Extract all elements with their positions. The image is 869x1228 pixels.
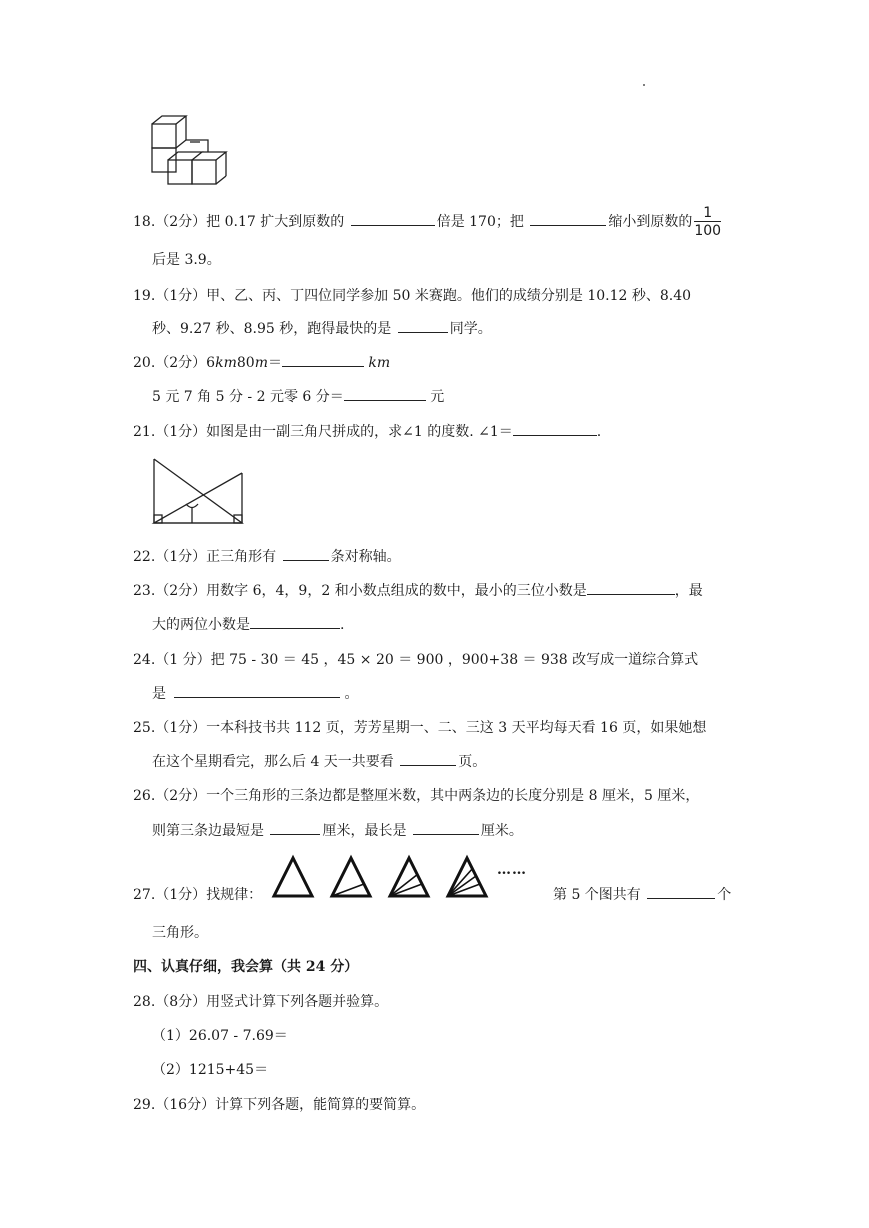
section-heading: 四、认真仔细，我会算（共 24 分）	[133, 959, 359, 975]
q20-text: 20.（2分）6	[133, 355, 216, 371]
q18-continuation: 后是 3.9。	[152, 252, 221, 268]
answer-blank[interactable]	[174, 683, 340, 698]
q27-text: 第 5 个图共有	[553, 887, 641, 903]
unit-km: km	[215, 355, 237, 371]
ellipsis: ……	[497, 862, 527, 878]
q26-text: 则第三条边最短是	[152, 823, 264, 839]
q18-text-2: 倍是 170；把	[436, 214, 524, 230]
q18-text: 18.（2分）把 0.17 扩大到原数的	[133, 214, 345, 230]
stray-dot	[643, 84, 645, 86]
q26-line1: 26.（2分）一个三角形的三条边都是整厘米数，其中两条边的长度分别是 8 厘米，5 厘米，	[133, 788, 700, 804]
answer-blank[interactable]	[530, 211, 606, 226]
q25-text-end: 页。	[458, 754, 487, 770]
q19-text: 秒、9.27 秒、8.95 秒，跑得最快的是	[152, 321, 392, 337]
question-18	[133, 205, 721, 239]
q23-text: 23.（2分）用数字 6，4，9，2 和小数点组成的数中，最小的三位小数是	[133, 583, 587, 599]
q28-sub1: （1）26.07 - 7.69＝	[152, 1028, 288, 1044]
q24-text: 是	[152, 686, 166, 702]
answer-blank[interactable]	[413, 820, 479, 835]
answer-blank[interactable]	[513, 421, 597, 436]
q21-text: 21.（1分）如图是由一副三角尺拼成的，求∠1 的度数. ∠1＝	[133, 424, 513, 440]
q20-line1	[133, 352, 390, 372]
q26-line2	[152, 820, 523, 840]
q19-text-end: 同学。	[449, 321, 492, 337]
q27-line2: 三角形。	[152, 925, 208, 941]
q27-prefix: 27.（1分）找规律：	[133, 887, 263, 903]
q26-text-end: 厘米。	[480, 823, 523, 839]
q25-line2	[152, 751, 486, 771]
q22-line1	[133, 546, 401, 566]
answer-blank[interactable]	[283, 546, 329, 561]
unit-km: km	[368, 355, 391, 371]
q19-line1: 19.（1分）甲、乙、丙、丁四位同学参加 50 米赛跑。他们的成绩分别是 10.12 秒、8.40	[133, 288, 692, 304]
q27-text-end: 个	[717, 887, 732, 903]
fraction-numerator: 1	[703, 205, 713, 221]
q28-sub2: （2）1215+45＝	[152, 1062, 269, 1078]
q25-text: 在这个星期看完，那么后 4 天一共要看	[152, 754, 394, 770]
q22-text-end: 条对称轴。	[330, 549, 401, 565]
answer-blank[interactable]	[647, 884, 715, 899]
q20-number: 80	[236, 355, 255, 371]
q27-right	[553, 884, 731, 904]
cubes-figure	[148, 114, 230, 188]
answer-blank[interactable]	[250, 614, 340, 629]
q28-line1: 28.（8分）用竖式计算下列各题并验算。	[133, 994, 389, 1010]
answer-blank[interactable]	[282, 352, 364, 367]
q20-line2	[152, 386, 444, 406]
q23-line2	[152, 614, 344, 634]
q24-line2	[152, 683, 358, 703]
q24-text-end: 。	[344, 686, 359, 702]
q18-text-3: 缩小到原数的	[608, 214, 693, 230]
q20-text: 5 元 7 角 5 分 - 2 元零 6 分＝	[152, 389, 344, 405]
answer-blank[interactable]	[398, 318, 448, 333]
fraction-denominator: 100	[694, 223, 722, 239]
answer-blank[interactable]	[351, 211, 435, 226]
q29-line1: 29.（16分）计算下列各题，能简算的要简算。	[133, 1097, 426, 1113]
answer-blank[interactable]	[587, 580, 675, 595]
q19-line2	[152, 318, 492, 338]
unit-m: m	[254, 355, 268, 371]
equals-sign: ＝	[267, 355, 282, 371]
fraction	[694, 205, 721, 239]
q20-unit: 元	[430, 389, 445, 405]
q22-text: 22.（1分）正三角形有	[133, 549, 277, 565]
q21-line1	[133, 421, 601, 441]
q23-text-2: 大的两位小数是	[152, 617, 250, 633]
triangle-rulers-figure	[150, 455, 246, 529]
q23-text-end: ，最	[674, 583, 703, 599]
q24-line1: 24.（1 分）把 75 - 30 ＝ 45 ，45 × 20 ＝ 900 ，900+38 ＝ 938 改写成一道综合算式	[133, 652, 699, 668]
q23-text-end: .	[340, 617, 345, 633]
q25-line1: 25.（1分）一本科技书共 112 页，芳芳星期一、二、三这 3 天平均每天看 16 页，如果她想	[133, 720, 707, 736]
answer-blank[interactable]	[270, 820, 320, 835]
q26-text-mid: 厘米，最长是	[322, 823, 407, 839]
answer-blank[interactable]	[400, 751, 456, 766]
q21-text-end: .	[596, 424, 602, 440]
q23-line1	[133, 580, 703, 600]
answer-blank[interactable]	[344, 386, 426, 401]
